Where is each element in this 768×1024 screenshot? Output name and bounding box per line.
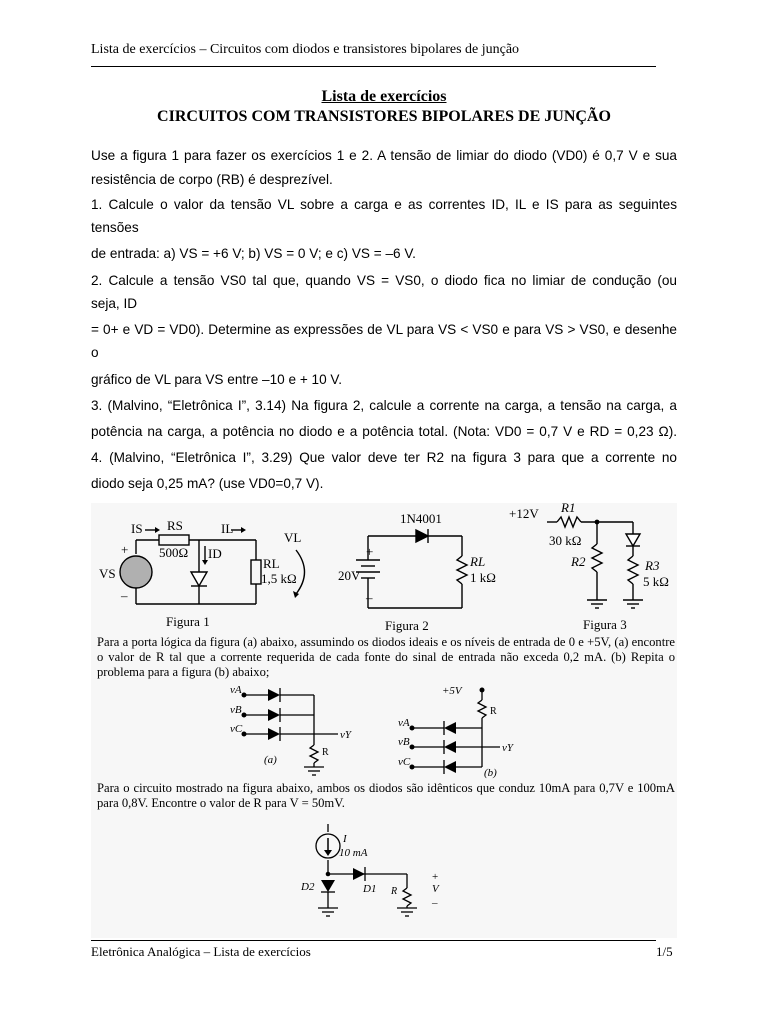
body-line: seja, ID: [91, 296, 138, 311]
gate-a-circuit: [230, 683, 360, 778]
fig2-rl-label: RL: [470, 554, 486, 569]
body-line: o: [91, 345, 99, 360]
figure-2-circuit: [330, 508, 496, 628]
gate-a-vc: vC: [230, 723, 243, 735]
body-line: diodo seja 0,25 mA? (use VD0=0,7 V).: [91, 476, 324, 491]
fig1-rl-value: 1,5 kΩ: [261, 571, 297, 586]
fig1-vs-label: VS: [99, 566, 116, 581]
gate-b-r: R: [490, 706, 497, 717]
body-line: potência na carga, a potência no diodo e a potência total. (Nota: VD0 = 0,7 V e RD = 0,23 Ω).: [91, 424, 677, 439]
gate-b-vc: vC: [398, 756, 411, 768]
body-line: gráfico de VL para VS entre –10 e + 10 V.: [91, 372, 343, 387]
gate-b-vy: vY: [502, 742, 513, 754]
document-title: Lista de exercícios: [321, 88, 447, 105]
fig2-source-label: 20V: [338, 568, 361, 583]
body-line: 4. (Malvino, “Eletrônica I”, 3.29) Que valor deve ter R2 na figura 3 para que a corrente no: [91, 450, 677, 465]
fig2-diode-label: 1N4001: [400, 511, 442, 526]
fig1-il-label: IL: [221, 521, 234, 536]
fig2-minus: –: [366, 590, 373, 605]
running-header: Lista de exercícios – Circuitos com diodos e transistores bipolares de junção: [91, 42, 520, 57]
fig2-rl-value: 1 kΩ: [470, 570, 496, 585]
fig3-r1-label: R1: [561, 500, 576, 515]
last-d1-label: D1: [363, 883, 377, 895]
gate-b-supply: +5V: [442, 685, 462, 697]
gate-a-r: R: [322, 747, 329, 758]
document-subtitle: CIRCUITOS COM TRANSISTORES BIPOLARES DE JUNÇÃO: [157, 108, 611, 125]
body-line: = 0+ e VD = VD0). Determine as expressões de VL para VS < VS0 e para VS > VS0, e desenhe: [91, 322, 677, 337]
gate-b-circuit: [398, 680, 528, 780]
page-number: 1/5: [656, 944, 673, 959]
last-r-label: R: [391, 886, 398, 897]
header-rule: [91, 66, 656, 67]
fig1-minus: –: [121, 588, 128, 603]
body-line: resistência de corpo (RB) é desprezível.: [91, 172, 333, 187]
problem-diodes-text: Para o circuito mostrado na figura abaixo, ambos os diodos são idênticos que conduz 10mA para 0,7V e 100mA para 0,8V. Encontre o valor de R para V = 50mV.: [97, 781, 675, 810]
body-line: 1. Calcule o valor da tensão VL sobre a carga e as correntes ID, IL e IS para as seguintes: [91, 197, 677, 212]
last-i-value: 10 mA: [339, 847, 368, 859]
fig2-plus: +: [366, 544, 374, 559]
footer-rule: [91, 940, 656, 941]
body-line: de entrada: a) VS = +6 V; b) VS = 0 V; e c) VS = –6 V.: [91, 246, 416, 261]
gate-b-vb: vB: [398, 736, 410, 748]
body-line: 3. (Malvino, “Eletrônica I”, 3.14) Na figura 2, calcule a corrente na carga, a tensão na carga, a: [91, 398, 677, 413]
gate-a-va: vA: [230, 684, 242, 696]
fig1-vl-label: VL: [284, 530, 302, 545]
last-plus: +: [432, 871, 439, 883]
figure-1-caption: Figura 1: [166, 614, 210, 629]
last-i-label: I: [343, 833, 347, 845]
gate-a-vy: vY: [340, 729, 351, 741]
fig1-plus: +: [121, 542, 129, 557]
figure-3-circuit: [505, 500, 680, 620]
diode-current-source-circuit: [295, 820, 455, 920]
figure-3-caption: Figura 3: [583, 617, 627, 632]
body-line: tensões: [91, 220, 139, 235]
fig3-r1-value: 30 kΩ: [549, 533, 582, 548]
last-d2-label: D2: [301, 881, 315, 893]
fig1-rs-value: 500Ω: [159, 545, 189, 560]
fig3-r3-label: R3: [645, 558, 660, 573]
fig3-r3-value: 5 kΩ: [643, 574, 669, 589]
gate-a-vb: vB: [230, 704, 242, 716]
problem-gate-text: Para a porta lógica da figura (a) abaixo, assumindo os diodos ideais e os níveis de entrada de 0 e +5V, (a) encontre o valor de R tal que a corrente requerida de cada fonte do sinal de entrada não exceda 0,2 mA. (b) Repita o problema para a figura (b) abaixo;: [97, 635, 675, 679]
figure-2-caption: Figura 2: [385, 618, 429, 633]
body-line: 2. Calcule a tensão VS0 tal que, quando VS = VS0, o diodo fica no limiar de condução (ou: [91, 273, 677, 288]
fig1-rl-label: RL: [263, 556, 280, 571]
fig1-is-label: IS: [131, 521, 143, 536]
gate-b-va: vA: [398, 717, 410, 729]
fig1-rs-label: RS: [167, 518, 183, 533]
last-minus: –: [432, 897, 438, 909]
gate-b-label: (b): [484, 767, 497, 779]
body-line: Use a figura 1 para fazer os exercícios 1 e 2. A tensão de limiar do diodo (VD0) é 0,7 V e sua: [91, 148, 677, 163]
gate-a-label: (a): [264, 754, 277, 766]
last-v-label: V: [432, 883, 439, 895]
footer-title: Eletrônica Analógica – Lista de exercícios: [91, 944, 311, 959]
fig1-id-label: ID: [208, 546, 222, 561]
fig3-supply-label: +12V: [509, 506, 539, 521]
fig3-r2-label: R2: [571, 554, 586, 569]
